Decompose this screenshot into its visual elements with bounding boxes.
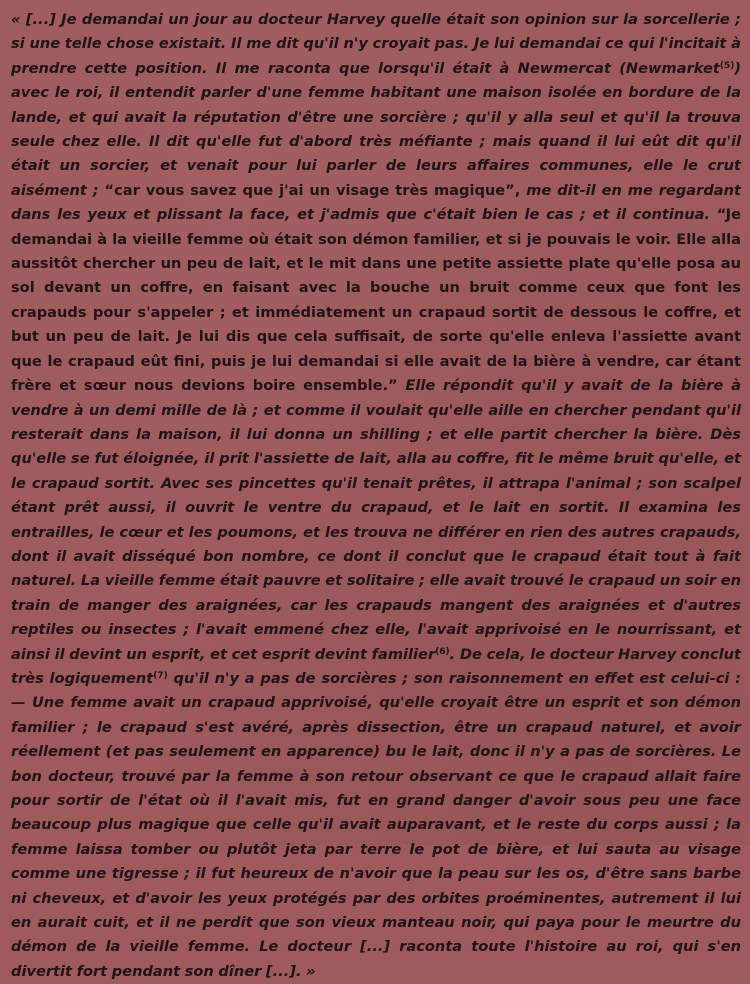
text-segment: « [...] Je demandai un jour au docteur Harvey quelle était son opinion sur la sorcellerie ; si une telle chose existait. Il me dit qu'il n'y croyait pas. Je lui demandai ce qui l'incitait à prendre cette position. Il me raconta que lorsqu'il était à Newmercat (Newmarket	[11, 11, 741, 77]
footnote-ref-7: (7)	[153, 670, 168, 681]
text-segment: qu'il n'y a pas de sorcières ; son raisonnement en effet est celui-ci : — Une femme avait un crapaud apprivoisé, qu'elle croyait être un esprit et son démon familier ; le crapaud s'est avéré, après dissection, être un crapaud naturel, et avoir réellement (et pas seulement en apparence) bu le lait, donc il n'y a pas de sorcières. Le bon docteur, trouvé par la femme à son retour observant ce que le crapaud allait faire pour sortir de l'état où il l'avait mis, fut en grand danger d'avoir sous peu une face beaucoup plus magique que celle qu'il avait auparavant, et le reste du corps aussi ; la femme laissa tomber ou plutôt jeta par terre le pot de bière, et lui sauta au visage comme une tigresse ; il fut heureux de n'avoir que la peau sur les os, d'être sans barbe ni cheveux, et d'avoir les yeux protégés par des orbites proéminentes, autrement il lui en aurait cuit, et il ne perdit que son vieux manteau noir, qui paya pour le meurtre du démon de la vieille femme. Le docteur [...] raconta toute l'histoire au roi, qui s'en divertit fort pendant son dîner [...]. »	[11, 669, 741, 980]
footnote-ref-6: (6)	[435, 646, 450, 657]
quoted-passage	[11, 8, 741, 984]
footnote-ref-5: (5)	[719, 60, 735, 71]
text-segment: Elle répondit qu'il y avait de la bière à vendre à un demi mille de là ; et comme il voulait qu'elle aille en chercher pendant qu'il resterait dans la maison, il lui donna un shilling ; et elle partit chercher la bière. Dès qu'elle se fut éloignée, il prit l'assiette de lait, alla au coffre, fit le même bruit qu'elle, et le crapaud sortit. Avec ses pincettes qu'il tenait prêtes, il attrapa l'animal ; son scalpel étant prêt aussi, il ouvrit le ventre du crapaud, et le lait en sortit. Il examina les entrailles, le cœur et les poumons, et les trouva ne différer en rien des autres crapauds, dont il avait disséqué bon nombre, ce dont il conclut que le crapaud était tout à fait naturel. La vieille femme était pauvre et solitaire ; elle avait trouvé le crapaud un soir en train de manger des araignées, car les crapauds mangent des araignées et d'autres reptiles ou insectes ; l'avait emmené chez elle, l'avait apprivoisé en le nourrissant, et ainsi il devint un esprit, et cet esprit devint familier	[11, 377, 741, 663]
text-segment: “Je demandai à la vieille femme où était son démon familier, et si je pouvais le voir. Elle alla aussitôt chercher un peu de lait, et le mit dans une petite assiette plate qu'elle posa au sol devant un coffre, en faisant avec la bouche un bruit comme ceux que font les crapauds pour s'appeler ; et immédiatement un crapaud sortit de dessous le coffre, et but un peu de lait. Je lui dis que cela suffisait, de sorte qu'elle enleva l'assiette avant que le crapaud eût fini, puis je lui demandai si elle avait de la bière à vendre, car étant frère et sœur nous devions boire ensemble.”	[11, 206, 741, 395]
text-segment: “car vous savez que j'ai un visage très magique”,	[104, 181, 521, 199]
text-segment: me dit-il en me regardant dans les yeux et plissant la face, et j'admis que c'était bien le cas ; et il continua.	[11, 181, 741, 224]
text-segment: ) avec le roi, il entendit parler d'une femme habitant une maison isolée en bordure de la lande, et qui avait la réputation d'être une sorcière ; qu'il y alla seul et qu'il la trouva seule chez elle. Il dit qu'elle fut d'abord très méfiante ; mais quand il lui eût dit qu'il était un sorcier, et venait pour lui parler de leurs affaires communes, elle le crut aisément ;	[11, 59, 741, 199]
text-segment: . De cela, le docteur Harvey conclut très logiquement	[11, 645, 741, 687]
